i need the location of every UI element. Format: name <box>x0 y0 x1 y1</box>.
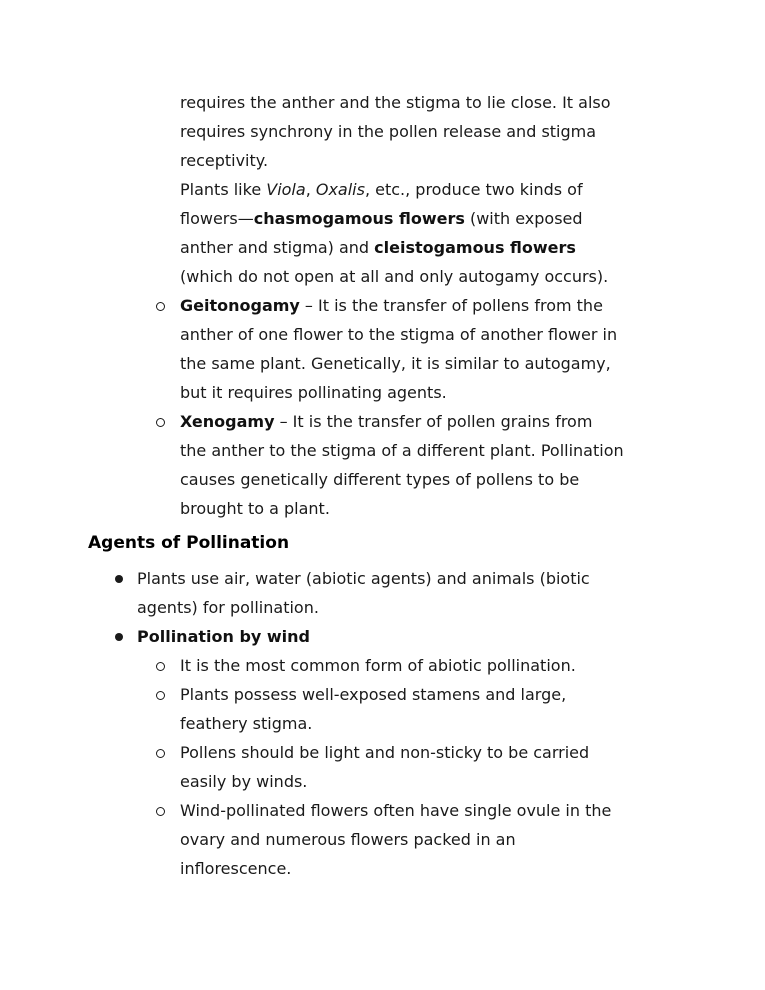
list-item <box>0 651 765 680</box>
text-line <box>180 175 765 204</box>
text-run: Viola <box>266 180 306 199</box>
text-run: Plants use air, water (abiotic agents) and animals (biotic <box>137 569 590 588</box>
text-run: requires synchrony in the pollen release and stigma <box>180 122 597 141</box>
list-item <box>0 680 765 738</box>
text-line <box>137 622 765 651</box>
text-run: agents) for pollination. <box>137 598 319 617</box>
text-run: easily by winds. <box>180 772 308 791</box>
circle-bullet-marker-icon <box>156 662 165 671</box>
text-run: causes genetically different types of pollens to be <box>180 470 580 489</box>
text-line <box>180 291 765 320</box>
text-line <box>180 320 765 349</box>
text-line <box>180 262 765 291</box>
text-run: – It is the transfer of pollens from the <box>299 296 603 315</box>
text-run: ovary and numerous flowers packed in an <box>180 830 516 849</box>
text-run: receptivity. <box>180 151 269 170</box>
list-item-body <box>180 407 765 523</box>
text-run: the same plant. Genetically, it is similar to autogamy, <box>180 354 611 373</box>
text-run: Wind-pollinated flowers often have single ovule in the <box>180 801 612 820</box>
text-run: – It is the transfer of pollen grains from <box>274 412 593 431</box>
text-run: the anther to the stigma of a different plant. Pollination <box>180 441 624 460</box>
list-item <box>0 407 765 523</box>
text-run: It is the most common form of abiotic pollination. <box>180 656 576 675</box>
text-run: feathery stigma. <box>180 714 313 733</box>
text-line <box>180 436 765 465</box>
circle-bullet-marker-icon <box>156 418 165 427</box>
text-run: (with exposed <box>464 209 583 228</box>
text-line <box>180 680 765 709</box>
list-item-body <box>180 291 765 407</box>
disc-bullet-marker-icon <box>115 633 123 641</box>
text-run: anther of one flower to the stigma of another flower in <box>180 325 618 344</box>
list-item-body <box>180 88 765 291</box>
text-line <box>180 854 765 883</box>
text-line <box>137 564 765 593</box>
text-run: Plants like <box>180 180 267 199</box>
list-item-body <box>180 796 765 883</box>
continuation-paragraph <box>0 88 765 291</box>
list-item-body <box>180 651 765 680</box>
text-line <box>180 738 765 767</box>
text-line <box>180 407 765 436</box>
text-run: cleistogamous flowers <box>374 238 576 257</box>
section-heading: Agents of Pollination <box>88 533 290 553</box>
text-run: , etc., produce two kinds of <box>364 180 583 199</box>
text-run: Pollination by wind <box>137 627 311 646</box>
list-item <box>0 291 765 407</box>
text-run: Plants possess well-exposed stamens and large, <box>180 685 567 704</box>
text-run: Xenogamy <box>180 412 275 431</box>
text-run: Geitonogamy <box>180 296 300 315</box>
text-line <box>180 349 765 378</box>
text-run: , <box>305 180 316 199</box>
text-line <box>137 593 765 622</box>
text-run: inflorescence. <box>180 859 292 878</box>
list-item-body <box>180 680 765 738</box>
text-line <box>180 204 765 233</box>
text-run: Pollens should be light and non-sticky to be carried <box>180 743 590 762</box>
list-item <box>0 622 765 651</box>
list-item <box>0 564 765 622</box>
list-item-body <box>137 622 765 651</box>
text-run: (which do not open at all and only autogamy occurs). <box>180 267 609 286</box>
text-line <box>180 767 765 796</box>
circle-bullet-marker-icon <box>156 302 165 311</box>
text-line <box>180 378 765 407</box>
text-line <box>180 494 765 523</box>
list-item-body <box>137 564 765 622</box>
list-item <box>0 796 765 883</box>
text-line <box>180 465 765 494</box>
text-line <box>180 117 765 146</box>
text-run: but it requires pollinating agents. <box>180 383 447 402</box>
text-line <box>180 709 765 738</box>
text-run: brought to a plant. <box>180 499 330 518</box>
text-line <box>180 146 765 175</box>
text-run: requires the anther and the stigma to lie close. It also <box>180 93 611 112</box>
text-line <box>180 651 765 680</box>
text-run: Oxalis <box>315 180 365 199</box>
disc-bullet-marker-icon <box>115 575 123 583</box>
text-line <box>180 88 765 117</box>
text-line <box>180 233 765 262</box>
text-run: anther and stigma) and <box>180 238 375 257</box>
text-run: flowers— <box>180 209 254 228</box>
circle-bullet-marker-icon <box>156 807 165 816</box>
list-item <box>0 738 765 796</box>
text-run: chasmogamous flowers <box>253 209 465 228</box>
text-line <box>180 796 765 825</box>
circle-bullet-marker-icon <box>156 749 165 758</box>
text-line <box>180 825 765 854</box>
circle-bullet-marker-icon <box>156 691 165 700</box>
list-item-body <box>180 738 765 796</box>
